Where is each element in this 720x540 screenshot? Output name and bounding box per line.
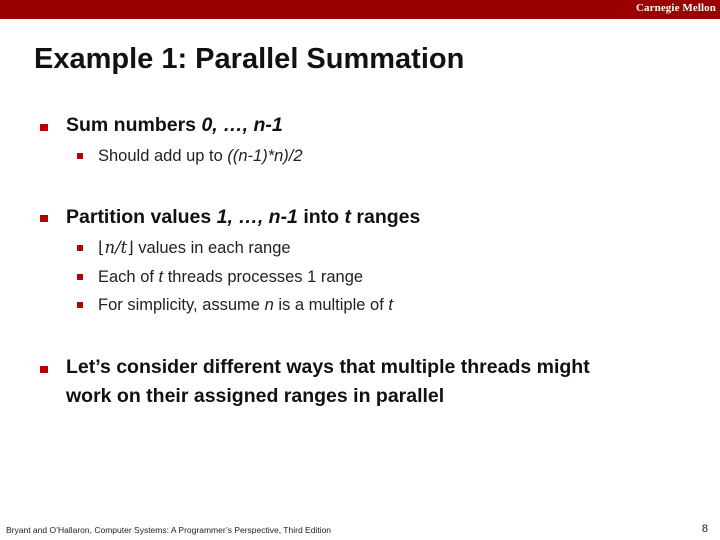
sub-text: threads processes 1 range [163, 268, 364, 286]
sub-bullet-marker [77, 302, 83, 308]
bullet-2-text [66, 204, 420, 231]
sub-text: Each of [98, 268, 159, 286]
sub-text: Should add up to [98, 147, 228, 165]
sub-bullet-marker [77, 153, 83, 159]
n-over-t: n/t [104, 238, 128, 257]
math-t: t [388, 296, 393, 314]
bullet-2-math-t: t [344, 206, 351, 228]
brand-label: Carnegie Mellon [635, 2, 716, 14]
bullet-3-line-2: work on their assigned ranges in parallel [66, 385, 445, 407]
bullet-2-text-part: Partition values [66, 206, 217, 228]
sub-bullet-marker [77, 274, 83, 280]
sub-text: For simplicity, assume [98, 296, 265, 314]
sub-bullet-marker [77, 245, 83, 251]
bullet-2-sub-2 [98, 267, 363, 287]
bullet-marker [40, 215, 48, 222]
sum-formula: ((n-1)*n)/2 [227, 147, 303, 165]
bullet-1-math-range: 0, …, n-1 [201, 114, 283, 136]
bullet-2-text-part: into [297, 206, 345, 228]
page-number: 8 [701, 523, 708, 535]
footer-citation: Bryant and O’Hallaron, Computer Systems: A Programmer’s Perspective, Third Edition [6, 525, 332, 535]
bullet-marker [40, 366, 48, 373]
slide-title: Example 1: Parallel Summation [34, 43, 465, 75]
bullet-1-text-part: Sum numbers [66, 114, 202, 136]
bullet-2-text-part: ranges [351, 206, 421, 228]
bullet-1-text [66, 112, 283, 139]
bullet-2-sub-3 [98, 295, 393, 315]
math-n: n [264, 296, 274, 314]
bullet-1-sub-1 [98, 146, 303, 166]
floor-open: ⌊ [98, 239, 105, 257]
math-t: t [158, 268, 164, 286]
sub-text: is a multiple of [273, 296, 389, 314]
bullet-2-sub-1 [98, 238, 291, 258]
sub-text: ⌋ values in each range [127, 239, 291, 257]
header-bar [0, 0, 720, 19]
bullet-2-math-range: 1, …, n-1 [216, 206, 298, 228]
bullet-3-line-1: Let’s consider different ways that multiple threads might [66, 356, 590, 378]
bullet-marker [40, 124, 48, 131]
